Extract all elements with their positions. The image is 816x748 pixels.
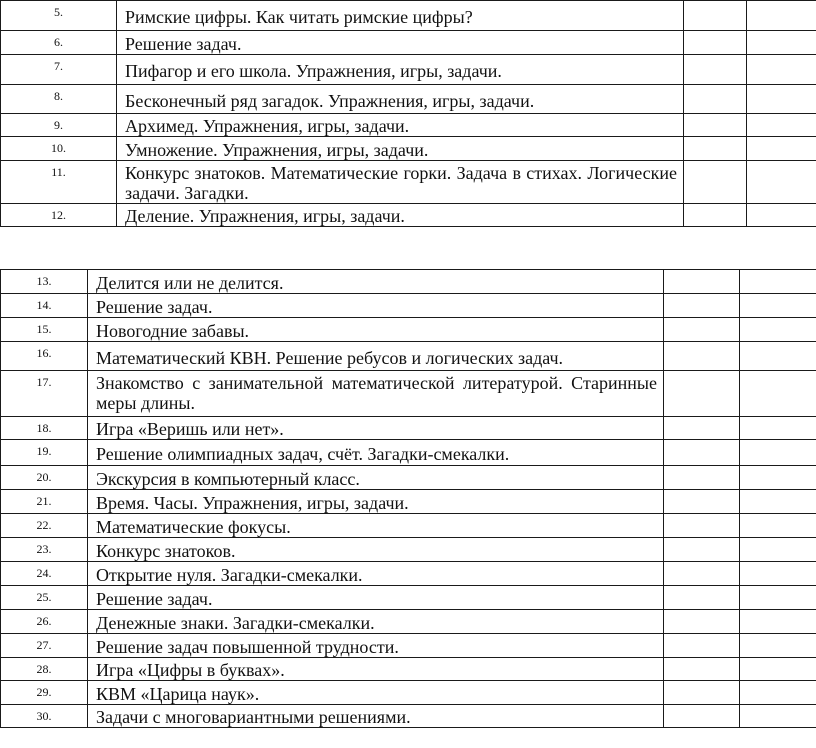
blank-cell (740, 440, 816, 466)
lesson-topic-cell (88, 658, 664, 681)
lesson-topic-cell (117, 1, 684, 31)
table-row (1, 562, 816, 586)
lesson-topic-cell (88, 294, 664, 318)
lesson-topic: Экскурсия в компьютерный класс. (96, 469, 360, 489)
blank-cell (740, 634, 816, 658)
blank-cell (684, 31, 747, 55)
table-row (1, 161, 816, 204)
table-row (1, 1, 816, 31)
blank-cell (664, 294, 740, 318)
table-row (1, 634, 816, 658)
blank-cell (664, 417, 740, 440)
blank-cell (684, 137, 747, 161)
blank-cell (747, 85, 816, 114)
lesson-topic: Знакомство с занимательной математической литературой. Старинные меры длины. (96, 373, 657, 413)
lesson-topic: Задачи с многовариантными решениями. (96, 707, 411, 727)
blank-cell (664, 681, 740, 705)
blank-cell (740, 294, 816, 318)
blank-cell (740, 538, 816, 562)
lesson-number: 26. (1, 610, 88, 634)
blank-cell (664, 466, 740, 490)
lesson-number: 10. (1, 137, 117, 161)
lesson-number: 6. (1, 31, 117, 55)
lesson-number: 12. (1, 204, 117, 227)
blank-cell (747, 55, 816, 85)
lesson-number: 11. (1, 161, 117, 204)
table-row (1, 514, 816, 538)
lesson-topic-cell (88, 371, 664, 417)
lesson-topic-cell (88, 562, 664, 586)
lesson-topic: Римские цифры. Как читать римские цифры? (125, 7, 473, 27)
blank-cell (740, 417, 816, 440)
lesson-number: 13. (1, 270, 88, 294)
blank-cell (747, 137, 816, 161)
lesson-topic-cell (88, 610, 664, 634)
lesson-topic: Умножение. Упражнения, игры, задачи. (125, 140, 429, 160)
blank-cell (740, 586, 816, 610)
lesson-number: 24. (1, 562, 88, 586)
lesson-topic-cell (88, 490, 664, 514)
lesson-number: 20. (1, 466, 88, 490)
lesson-topic-cell (88, 417, 664, 440)
lesson-topic: Математический КВН. Решение ребусов и логических задач. (96, 348, 564, 368)
blank-cell (684, 85, 747, 114)
lesson-topic: КВМ «Царица наук». (96, 684, 260, 704)
lesson-topic-cell (88, 634, 664, 658)
table-row (1, 681, 816, 705)
blank-cell (664, 318, 740, 342)
blank-cell (664, 371, 740, 417)
table-row (1, 270, 816, 294)
blank-cell (740, 610, 816, 634)
lesson-topic: Делится или не делится. (96, 273, 284, 293)
lesson-topic-cell (88, 705, 664, 728)
lesson-topic: Решение олимпиадных задач, счёт. Загадки-смекалки. (96, 444, 510, 464)
blank-cell (747, 31, 816, 55)
blank-cell (684, 114, 747, 137)
lesson-number: 5. (1, 1, 117, 31)
lesson-topic: Денежные знаки. Загадки-смекалки. (96, 613, 375, 633)
table-row (1, 610, 816, 634)
blank-cell (684, 1, 747, 31)
lesson-topic-cell (88, 440, 664, 466)
lesson-topic: Решение задач. (96, 589, 213, 609)
table-row (1, 114, 816, 137)
blank-cell (740, 681, 816, 705)
lesson-topic: Решение задач. (96, 297, 213, 317)
lesson-topic: Архимед. Упражнения, игры, задачи. (125, 116, 410, 136)
blank-cell (664, 658, 740, 681)
lesson-topic: Игра «Веришь или нет». (96, 419, 284, 439)
lesson-topic-cell (117, 85, 684, 114)
lesson-topic-cell (117, 114, 684, 137)
table-row (1, 342, 816, 371)
lesson-number: 7. (1, 55, 117, 85)
lesson-topic: Решение задач повышенной трудности. (96, 637, 399, 657)
blank-cell (740, 318, 816, 342)
table-row (1, 294, 816, 318)
lesson-topic: Время. Часы. Упражнения, игры, задачи. (96, 493, 409, 513)
blank-cell (740, 705, 816, 728)
blank-cell (740, 658, 816, 681)
lesson-number: 9. (1, 114, 117, 137)
lesson-topic: Игра «Цифры в буквах». (96, 660, 285, 680)
lesson-topic: Новогодние забавы. (96, 321, 250, 341)
blank-cell (684, 204, 747, 227)
blank-cell (664, 562, 740, 586)
blank-cell (664, 270, 740, 294)
lesson-topic-cell (88, 466, 664, 490)
blank-cell (747, 204, 816, 227)
blank-cell (664, 440, 740, 466)
lesson-topic-cell (88, 318, 664, 342)
lesson-topic: Конкурс знатоков. (96, 541, 236, 561)
blank-cell (740, 490, 816, 514)
blank-cell (740, 270, 816, 294)
lesson-topic-cell (88, 681, 664, 705)
blank-cell (747, 114, 816, 137)
lesson-number: 25. (1, 586, 88, 610)
blank-cell (664, 538, 740, 562)
lesson-number: 28. (1, 658, 88, 681)
lesson-number: 8. (1, 85, 117, 114)
table-row (1, 204, 816, 227)
blank-cell (740, 371, 816, 417)
table-row (1, 85, 816, 114)
lesson-topic: Решение задач. (125, 34, 242, 54)
lesson-topic: Конкурс знатоков. Математические горки. Задача в стихах. Логические задачи. Загадки. (125, 163, 677, 203)
table-row (1, 538, 816, 562)
lesson-topic: Бесконечный ряд загадок. Упражнения, игры, задачи. (125, 91, 535, 111)
lesson-topic-cell (88, 514, 664, 538)
lesson-number: 14. (1, 294, 88, 318)
lesson-topic-cell (117, 161, 684, 204)
lesson-table-1-body (1, 1, 816, 227)
lesson-number: 23. (1, 538, 88, 562)
lesson-number: 19. (1, 440, 88, 466)
table-row (1, 55, 816, 85)
table-row (1, 137, 816, 161)
lesson-topic-cell (117, 55, 684, 85)
blank-cell (740, 514, 816, 538)
lesson-topic-cell (88, 342, 664, 371)
lesson-number: 15. (1, 318, 88, 342)
lesson-table-1 (0, 0, 816, 227)
table-row (1, 658, 816, 681)
lesson-number: 30. (1, 705, 88, 728)
lesson-number: 22. (1, 514, 88, 538)
table-row (1, 318, 816, 342)
lesson-number: 29. (1, 681, 88, 705)
lesson-table-2-body (1, 270, 816, 728)
lesson-topic-cell (88, 538, 664, 562)
lesson-number: 21. (1, 490, 88, 514)
lesson-topic-cell (88, 270, 664, 294)
blank-cell (664, 705, 740, 728)
lesson-topic-cell (88, 586, 664, 610)
lesson-number: 27. (1, 634, 88, 658)
blank-cell (664, 342, 740, 371)
blank-cell (664, 490, 740, 514)
lesson-topic: Математические фокусы. (96, 517, 291, 537)
lesson-topic: Деление. Упражнения, игры, задачи. (125, 206, 405, 226)
lesson-number: 17. (1, 371, 88, 417)
table-row (1, 466, 816, 490)
blank-cell (664, 586, 740, 610)
blank-cell (740, 466, 816, 490)
blank-cell (747, 161, 816, 204)
lesson-topic-cell (117, 31, 684, 55)
lesson-number: 18. (1, 417, 88, 440)
blank-cell (740, 562, 816, 586)
table-row (1, 31, 816, 55)
blank-cell (664, 514, 740, 538)
blank-cell (664, 634, 740, 658)
lesson-topic: Открытие нуля. Загадки-смекалки. (96, 565, 363, 585)
table-row (1, 586, 816, 610)
lesson-topic-cell (117, 204, 684, 227)
blank-cell (740, 342, 816, 371)
blank-cell (664, 610, 740, 634)
table-row (1, 705, 816, 728)
table-row (1, 417, 816, 440)
table-row (1, 371, 816, 417)
lesson-topic: Пифагор и его школа. Упражнения, игры, задачи. (125, 61, 502, 81)
blank-cell (684, 161, 747, 204)
table-row (1, 440, 816, 466)
blank-cell (684, 55, 747, 85)
lesson-number: 16. (1, 342, 88, 371)
lesson-table-2 (0, 269, 816, 728)
blank-cell (747, 1, 816, 31)
lesson-topic-cell (117, 137, 684, 161)
table-row (1, 490, 816, 514)
